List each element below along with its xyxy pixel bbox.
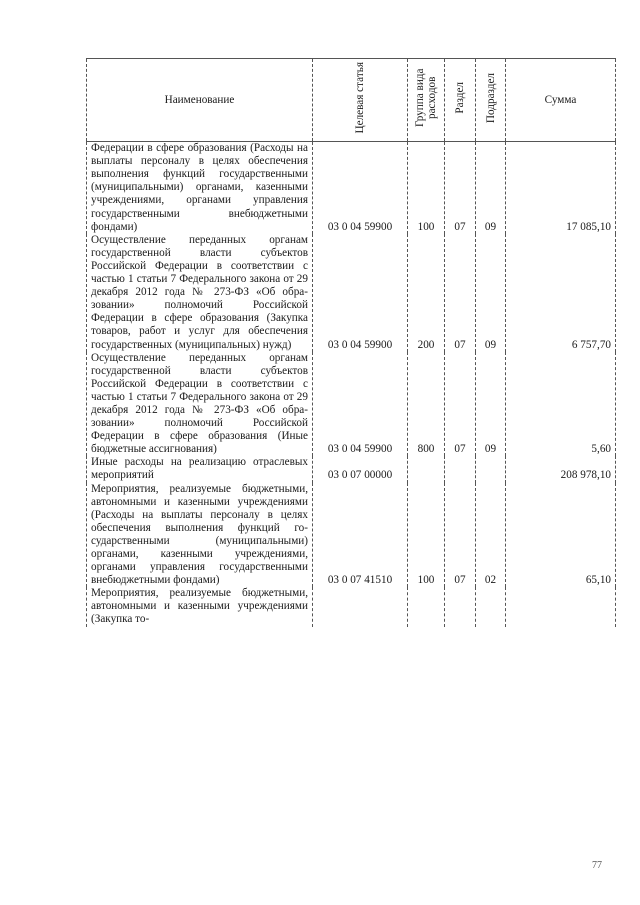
row-section: 07 (445, 142, 476, 234)
row-subsection (476, 456, 506, 482)
row-expense-group: 200 (408, 234, 445, 352)
row-subsection: 09 (476, 142, 506, 234)
table-header-row (87, 59, 616, 142)
row-subsection: 02 (476, 483, 506, 588)
row-amount: 17 085,10 (506, 142, 616, 234)
row-subsection: 09 (476, 234, 506, 352)
row-subsection (476, 587, 506, 626)
header-expense-group: Группа вида расходов (408, 59, 445, 142)
row-name: Мероприятия, реализуемые бюджетными, автономными и казенными учреждениями (Закупка то- (87, 587, 313, 626)
row-section: 07 (445, 352, 476, 457)
row-target-article: 03 0 04 59900 (313, 234, 408, 352)
row-expense-group (408, 587, 445, 626)
row-section: 07 (445, 234, 476, 352)
row-target-article: 03 0 07 00000 (313, 456, 408, 482)
row-amount (506, 587, 616, 626)
row-expense-group: 800 (408, 352, 445, 457)
row-target-article: 03 0 04 59900 (313, 142, 408, 234)
row-name: Федерации в сфере образования (Расходы на выплаты персоналу в целях обеспечения выполнения функций государственными (муниципальными) органами, казенными учреждениями, органами управления государственными внебюджетными фондами) (87, 142, 313, 234)
table-row (87, 234, 616, 352)
header-amount: Сумма (506, 59, 616, 142)
row-target-article (313, 587, 408, 626)
row-name: Осуществление переданных органам государственной власти субъектов Российской Федерации в соответствии с частью 1 статьи 7 Федерального закона от 29 декабря 2012 года № 273-ФЗ «Об образовании» полномочий Российской Федерации в сфере образования (Иные бюджетные ассигнования) (87, 352, 313, 457)
row-amount: 6 757,70 (506, 234, 616, 352)
row-name: Осуществление переданных органам государственной власти субъектов Российской Федерации в соответствии с частью 1 статьи 7 Федерального закона от 29 декабря 2012 года № 273-ФЗ «Об образовании» полномочий Российской Федерации в сфере образования (Закупка товаров, работ и услуг для обеспечения государственных (муниципальных) нужд) (87, 234, 313, 352)
row-expense-group: 100 (408, 142, 445, 234)
row-amount: 208 978,10 (506, 456, 616, 482)
table-row (87, 142, 616, 234)
table-row (87, 456, 616, 482)
row-section (445, 456, 476, 482)
row-expense-group: 100 (408, 483, 445, 588)
row-amount: 5,60 (506, 352, 616, 457)
page-number: 77 (592, 860, 602, 871)
header-section: Раздел (445, 59, 476, 142)
table-row (87, 352, 616, 457)
budget-table (86, 58, 616, 627)
row-target-article: 03 0 04 59900 (313, 352, 408, 457)
row-name: Мероприятия, реализуемые бюджетными, автономными и казенными учреждениями (Расходы на выплаты персоналу в целях обеспечения выполнения функций государственными (муниципальными) органами, казенными учреждениями, органами управления государственными внебюджетными фондами) (87, 483, 313, 588)
row-subsection: 09 (476, 352, 506, 457)
table-row (87, 483, 616, 588)
header-name: Наименование (87, 59, 313, 142)
row-section (445, 587, 476, 626)
header-subsection: Подраздел (476, 59, 506, 142)
row-name: Иные расходы на реализацию отраслевых мероприятий (87, 456, 313, 482)
row-amount: 65,10 (506, 483, 616, 588)
header-target-article: Целевая статья (313, 59, 408, 142)
row-target-article: 03 0 07 41510 (313, 483, 408, 588)
row-section: 07 (445, 483, 476, 588)
row-expense-group (408, 456, 445, 482)
table-row (87, 587, 616, 626)
